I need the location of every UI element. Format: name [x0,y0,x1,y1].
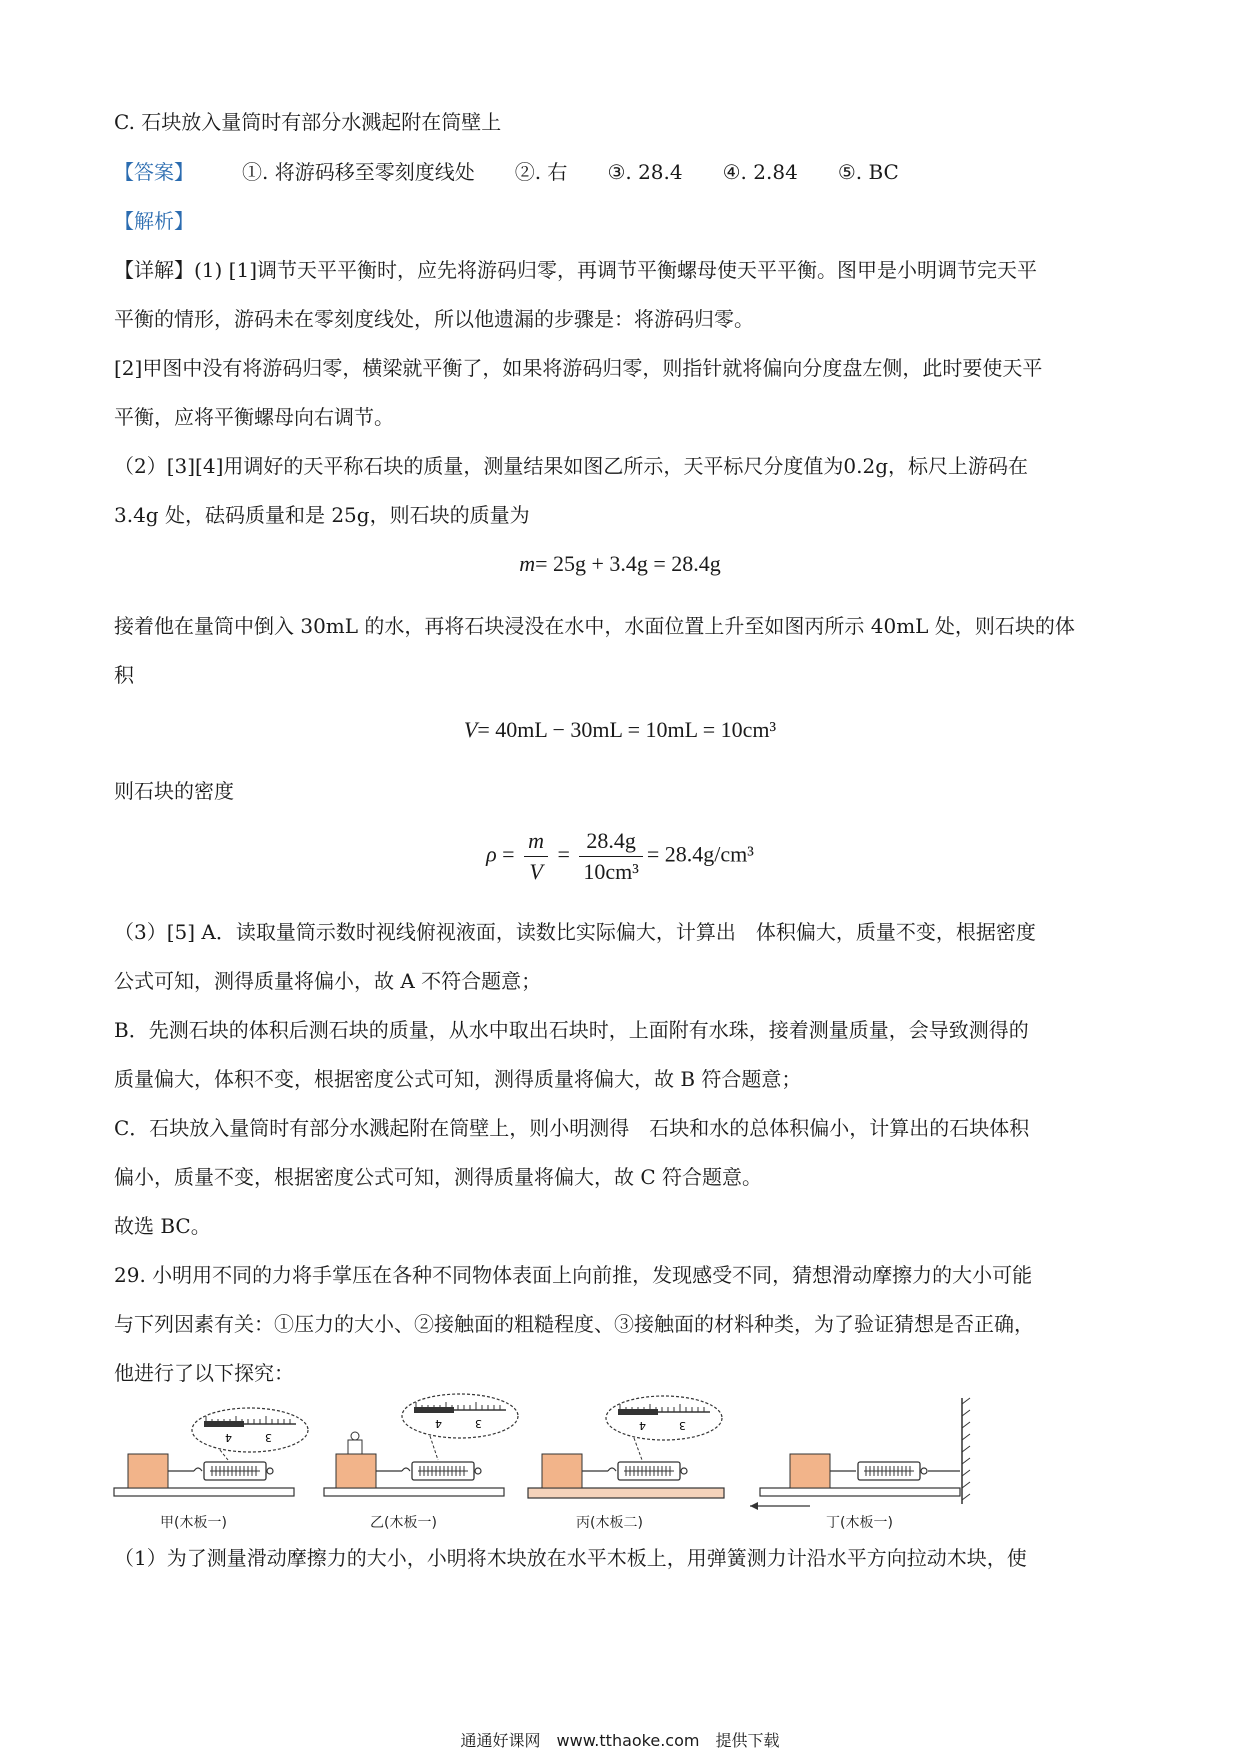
page-footer: 通通好课网 www.tthaoke.com 提供下载 [460,1731,780,1750]
friction-experiment-figures: 4 3 [110,1394,980,1518]
q29-line-4: （1）为了测量滑动摩擦力的大小，小明将木块放在水平木板上，用弹簧测力计沿水平方向拉动木块，使 [114,1546,1027,1570]
option-c-text: C. 石块放入量筒时有部分水溅起附在筒壁上 [114,110,502,134]
answer-line [114,156,899,185]
figure-ding [750,1398,970,1510]
caption-jia: 甲(木板一) [160,1515,227,1531]
density-den-2: 10cm³ [583,859,639,884]
detail-line-6: 3.4g 处，砝码质量和是 25g，则石块的质量为 [114,503,530,527]
volume-formula: V= 40mL − 30mL = 10mL = 10cm³ [463,717,777,742]
figure-bing [528,1396,724,1498]
detail-line-13: 质量偏大，体积不变，根据密度公式可知，测得质量将偏大，故 B 符合题意； [114,1067,802,1091]
detail-line-8: 积 [114,663,134,687]
detail-line-9: 则石块的密度 [114,779,234,803]
answer-item-5: ⑤. BC [837,160,899,184]
caption-ding: 丁(木板一) [826,1515,893,1531]
density-num-2: 28.4g [579,828,642,857]
detail-line-4: 平衡，应将平衡螺母向右调节。 [114,405,394,429]
answer-item-2: ②. 右 [514,160,568,184]
q29-line-2: 与下列因素有关：①压力的大小、②接触面的粗糙程度、③接触面的材料种类，为了验证猜想是否正确， [114,1312,1034,1336]
caption-bing: 丙(木板二) [576,1515,643,1531]
answer-item-4: ④. 2.84 [722,160,798,184]
density-fraction-1 [524,828,548,885]
detail-line-11: 公式可知，测得质量将偏小，故 A 不符合题意； [114,969,542,993]
detail-line-3: [2]甲图中没有将游码归零，横梁就平衡了，如果将游码归零，则指针就将偏向分度盘左侧，此时要使天平 [114,356,1043,380]
detail-line-5: （2）[3][4]用调好的天平称石块的质量，测量结果如图乙所示，天平标尺分度值为0.2g，标尺上游码在 [114,454,1028,478]
answer-item-3: ③. 28.4 [607,160,683,184]
q29-line-3: 他进行了以下探究： [114,1361,294,1385]
caption-yi: 乙(木板一) [370,1515,437,1531]
answer-item-1: ①. 将游码移至零刻度线处 [242,160,475,184]
density-den-1: V [529,859,543,884]
figure-yi [324,1394,518,1496]
answer-label: 【答案】 [114,160,194,184]
detail-line-15: 偏小，质量不变，根据密度公式可知，测得质量将偏大，故 C 符合题意。 [114,1165,763,1189]
detail-line-1: 【详解】(1) [1]调节天平平衡时，应先将游码归零，再调节平衡螺母使天平平衡。图甲是小明调节完天平 [114,258,1038,282]
mass-formula-rhs: = 25g + 3.4g = 28.4g [535,551,721,576]
density-fraction-2 [579,828,642,885]
density-formula: ρ = $\frac{m}{V}$ = $\frac{28.4g}{\text{10cm³}}$ = 28.4g/cm³ [486,828,754,884]
figure-jia [114,1408,308,1496]
detail-line-14: C．石块放入量筒时有部分水溅起附在筒壁上，则小明测得 石块和水的总体积偏小，计算出的石块体积 [114,1116,1030,1140]
mass-formula: m= 25g + 3.4g = 28.4g [519,551,721,576]
analysis-label: 【解析】 [114,209,194,233]
density-num-1: m [524,828,548,857]
detail-line-7: 接着他在量筒中倒入 30mL 的水，再将石块浸没在水中，水面位置上升至如图丙所示 40mL 处，则石块的体 [114,614,1075,638]
density-result: = 28.4g/cm³ [646,841,754,867]
detail-line-12: B．先测石块的体积后测石块的质量，从水中取出石块时，上面附有水珠，接着测量质量，会导致测得的 [114,1018,1029,1042]
volume-formula-rhs: = 40mL − 30mL = 10mL = 10cm³ [477,717,777,742]
detail-line-16: 故选 BC。 [114,1214,211,1238]
detail-line-10: （3）[5] A．读取量筒示数时视线俯视液面，读数比实际偏大，计算出 体积偏大，质量不变，根据密度 [114,920,1036,944]
q29-line-1: 29. 小明用不同的力将手掌压在各种不同物体表面上向前推，发现感受不同，猜想滑动摩擦力的大小可能 [114,1263,1033,1287]
detail-line-2: 平衡的情形，游码未在零刻度线处，所以他遗漏的步骤是：将游码归零。 [114,307,754,331]
